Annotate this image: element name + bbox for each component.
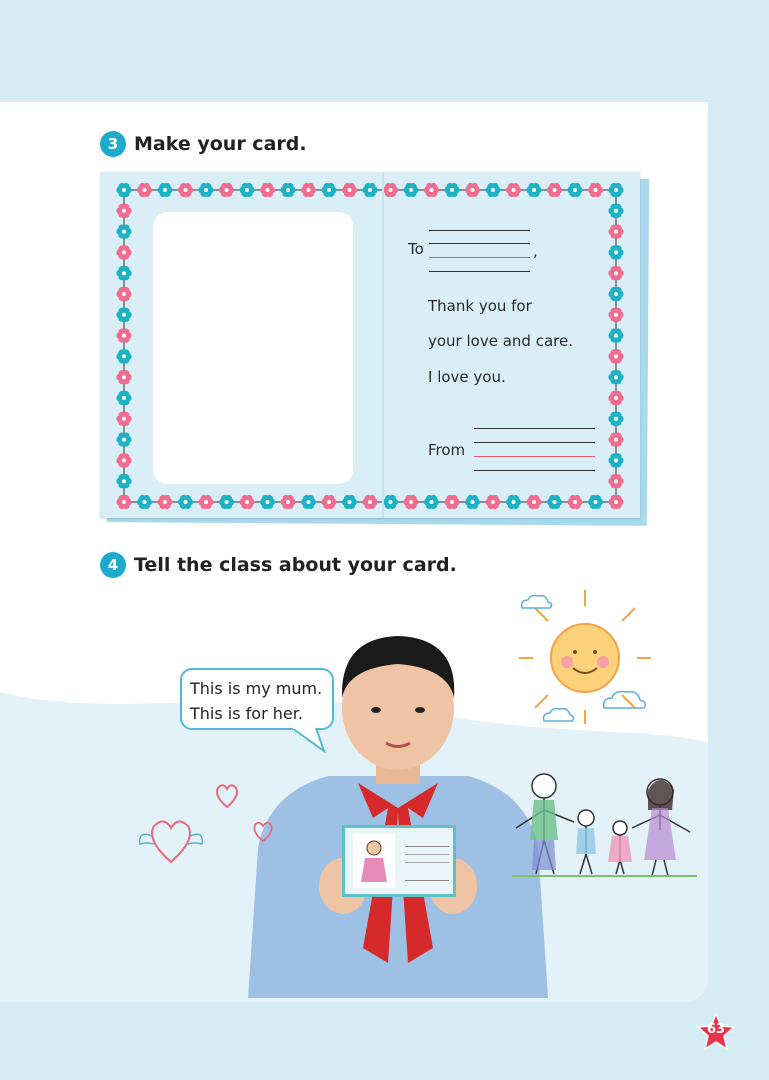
flower-icon — [116, 412, 131, 426]
to-line-1[interactable] — [429, 230, 530, 231]
cloud-icon — [518, 592, 554, 612]
flower-icon — [321, 495, 336, 509]
flower-icon — [608, 433, 623, 447]
cloud-icon — [600, 688, 650, 712]
mini-card-photo — [353, 834, 395, 888]
flower-icon — [116, 495, 131, 509]
flower-icon — [608, 204, 623, 218]
flower-icon — [547, 183, 562, 197]
flower-icon — [465, 183, 480, 197]
photo-frame[interactable] — [153, 212, 353, 484]
to-line-3[interactable] — [429, 257, 530, 258]
section-3-heading — [100, 131, 307, 157]
flower-icon — [116, 474, 131, 488]
flower-icon — [137, 183, 152, 197]
flower-icon — [116, 453, 131, 467]
flower-icon — [219, 495, 234, 509]
flower-icon — [485, 183, 500, 197]
flower-icon — [608, 474, 623, 488]
flower-icon — [588, 183, 603, 197]
flower-icon — [116, 308, 131, 322]
flower-icon — [301, 495, 316, 509]
flower-icon — [465, 495, 480, 509]
message-line-3: I love you. — [428, 368, 506, 386]
flower-icon — [444, 495, 459, 509]
flower-icon — [116, 266, 131, 280]
flower-icon — [157, 183, 172, 197]
flower-icon — [116, 349, 131, 363]
flower-icon — [424, 183, 439, 197]
flower-icon — [116, 225, 131, 239]
flower-icon — [526, 495, 541, 509]
from-line-2[interactable] — [474, 442, 595, 443]
flower-icon — [219, 183, 234, 197]
to-line-4[interactable] — [429, 271, 530, 272]
flower-icon — [178, 495, 193, 509]
flower-icon — [608, 349, 623, 363]
flower-icon — [608, 370, 623, 384]
flower-icon — [198, 495, 213, 509]
section-4-number: 4 — [100, 552, 126, 578]
flower-icon — [608, 225, 623, 239]
speech-line-2: This is for her. — [190, 704, 303, 723]
flower-icon — [342, 183, 357, 197]
speech-bubble-tail — [290, 727, 330, 753]
flower-icon — [608, 266, 623, 280]
flower-icon — [342, 495, 357, 509]
from-line-3[interactable] — [474, 456, 595, 457]
family-drawing — [512, 770, 697, 882]
flower-icon — [608, 391, 623, 405]
section-4-title: Tell the class about your card. — [134, 554, 457, 576]
section-3-title: Make your card. — [134, 133, 307, 155]
flower-icon — [608, 245, 623, 259]
flower-icon — [506, 495, 521, 509]
flower-icon — [137, 495, 152, 509]
girl-drawing-icon — [353, 834, 395, 888]
flower-icon — [301, 183, 316, 197]
flower-icon — [178, 183, 193, 197]
flower-icon — [116, 433, 131, 447]
flower-icon — [608, 287, 623, 301]
flower-icon — [383, 495, 398, 509]
section-3-number: 3 — [100, 131, 126, 157]
flower-icon — [260, 495, 275, 509]
flower-icon — [116, 245, 131, 259]
flower-icon — [608, 495, 623, 509]
from-label: From — [428, 441, 466, 459]
flower-icon — [403, 495, 418, 509]
flower-icon — [567, 183, 582, 197]
from-line-4[interactable] — [474, 470, 595, 471]
from-line-1[interactable] — [474, 428, 595, 429]
flower-icon — [116, 287, 131, 301]
flower-icon — [239, 183, 254, 197]
flower-icon — [403, 183, 418, 197]
flower-icon — [198, 183, 213, 197]
page-number: 63 — [706, 1022, 726, 1037]
flower-icon — [116, 329, 131, 343]
flower-icon — [424, 495, 439, 509]
flower-icon — [485, 495, 500, 509]
flower-icon — [280, 495, 295, 509]
flower-icon — [608, 453, 623, 467]
flower-icon — [116, 183, 131, 197]
flower-icon — [526, 183, 541, 197]
flower-icon — [116, 370, 131, 384]
flower-icon — [608, 329, 623, 343]
heart-icon — [212, 780, 242, 810]
heart-icon — [250, 818, 276, 844]
flower-icon — [444, 183, 459, 197]
flower-icon — [239, 495, 254, 509]
card-fold — [382, 172, 384, 518]
flower-icon — [588, 495, 603, 509]
flower-icon — [116, 204, 131, 218]
flower-icon — [260, 183, 275, 197]
flower-icon — [506, 183, 521, 197]
flower-icon — [383, 183, 398, 197]
to-comma: , — [533, 242, 538, 260]
mini-card — [342, 825, 456, 897]
message-line-1: Thank you for — [428, 297, 532, 315]
speech-line-1: This is my mum. — [190, 679, 323, 698]
winged-heart-icon — [136, 810, 206, 866]
greeting-card — [100, 172, 640, 518]
flower-icon — [608, 308, 623, 322]
flower-icon — [157, 495, 172, 509]
to-label: To — [408, 240, 424, 258]
flower-icon — [280, 183, 295, 197]
to-line-2[interactable] — [429, 243, 530, 244]
flower-icon — [116, 391, 131, 405]
flower-icon — [321, 183, 336, 197]
flower-icon — [362, 495, 377, 509]
message-line-2: your love and care. — [428, 332, 573, 350]
flower-icon — [362, 183, 377, 197]
flower-icon — [608, 412, 623, 426]
flower-icon — [547, 495, 562, 509]
speech-bubble — [180, 668, 334, 730]
section-4-heading — [100, 552, 457, 578]
flower-icon — [567, 495, 582, 509]
flower-icon — [608, 183, 623, 197]
